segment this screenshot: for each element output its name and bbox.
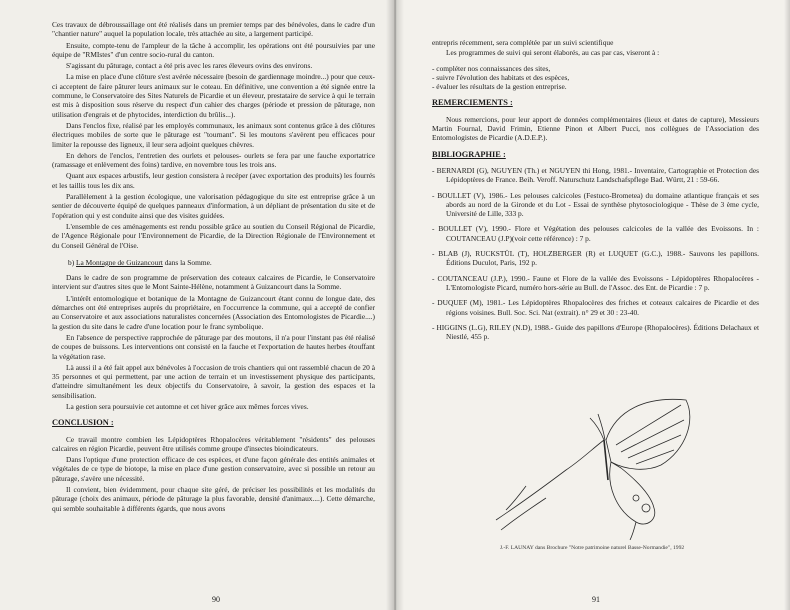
bibliography-entry: - HIGGINS (L.G), RILEY (N.D), 1988.- Guide des papillons d'Europe (Rhopalocères). Éditions Delachaux et Niestlé, 455 p. [432,322,759,342]
paragraph: Ensuite, compte-tenu de l'ampleur de la tâche à accomplir, les opérations ont été poursuivies par une équipe de "RMIstes" d'un centre socio-rural du canton. [52,40,375,59]
paragraph: La gestion sera poursuivie cet automne et cet hiver grâce aux mêmes forces vives. [66,401,309,411]
paragraph: En l'absence de perspective rapprochée de pâturage par des moutons, il n'a pour l'instant pas été réalisé de coupes de buissons. Les interventions ont consisté en la fauche et l'exportation de hautes herbes étouffant la végétation rase. [52,332,375,361]
subheading-prefix: b) [68,257,75,267]
list-item: - évaluer les résultats de la gestion entreprise. [432,82,567,92]
thanks-heading: REMERCIEMENTS : [432,98,513,108]
paragraph: Dans l'enclos fixe, réalisé par les employés communaux, les animaux sont contenus grâce à des clôtures électriques mobiles de sorte que le pâturage est "tournant". Si les moutons s'avèrent peu efficaces pour limiter la repousse des ligneux, il leur sera adjoint quelques chèvres. [52,120,375,149]
objectives-list [432,64,759,92]
paragraph: Ce travail montre combien les Lépidoptères Rhopalocères véritablement "résidents" des pelouses calcaires en région Picardie, peuvent être utilisés comme groupe d'insectes bioindicateurs. [52,434,375,453]
paragraph: Dans l'optique d'une protection efficace de ces espèces, et d'une façon générale des entités animales et végétales de ce type de biotope, la mise en place d'une gestion conservatoire, avec si possible un retour au pâturage, s'avère une nécessité. [52,455,375,483]
bibliography-list [432,166,759,341]
book-gutter-shadow [386,0,404,610]
bibliography-entry: - DUQUEF (M), 1981.- Les Lépidoptères Rhopalocères des friches et coteaux calcaires de Picardie et des régions voisines. Bull. Soc. Sci. Nat (extrait). n° 29 et 30 : 23-40. [432,298,759,317]
right-page [396,0,790,610]
paragraph: La mise en place d'une clôture s'est avérée nécessaire (besoin de gardiennage moindre...) pour que ceux-ci acceptent de faire pâturer leurs animaux sur le coteau. En définitive, une convention a été signée entre la commune, le Conservatoire des Sites Naturels de Picardie et un éleveur, prestataire de service à qui le terrain est mis à disposition sous réserve du respect d'un cahier des charges (période et pression de pâturage, non utilisation d'engrais et de phytocides, interdiction du brûlis...). [52,72,375,119]
subheading-suffix: dans la Somme. [164,257,212,267]
paragraph: Là aussi il a été fait appel aux bénévoles à l'occasion de trois chantiers qui ont rassemblé chacun de 20 à 35 personnes et qui permettent, par une action de terrain et un investissement physique des participants, d'atteindre simultanément les deux objectifs du Conservatoire, à savoir, la gestion des espaces et la sensibilisation. [52,362,375,400]
bibliography-entry: - BOULLET (V), 1990.- Flore et Végétation des pelouses calcicoles de la vallée des Evoissons. In : COUTANCEAU (J.P)(voir cette référence) : 7 p. [432,224,759,243]
page-number: 91 [592,594,600,604]
paragraph: Il convient, bien évidemment, pour chaque site géré, de préciser les possibilités et les modalités du pâturage (choix des animaux, période de pâturage la plus favorable, densité d'animaux....). Cette démarche, qui semble souhaitable à différents égards, que nous avons [52,485,375,513]
conclusion-heading: CONCLUSION : [52,418,114,428]
intro-block [432,38,759,58]
paragraph: L'ensemble de ces aménagements est rendu possible grâce au soutien du Conseil Régional de Picardie, de l'Agence Régionale pour l'Environnement de Picardie, de la Direction Régionale de l'Environnement et du Conseil Général de l'Oise. [52,221,375,250]
bibliography-entry: - BLAB (J), RUCKSTÜL (T), HOLZBERGER (R) et LUQUET (G.C.), 1988.- Sauvons les papillons. Éditions Duculot, Paris, 192 p. [432,249,759,268]
list-item: - suivre l'évolution des habitats et des espèces, [432,72,570,82]
paragraph: Les programmes de suivi qui seront élaborés, au cas par cas, viseront à : [446,48,660,58]
paragraph: Quant aux espaces arbustifs, leur gestion consistera à recéper (avec exportation des produits) les fourrés et les taillis tous les dix ans. [52,171,375,190]
paragraph: Parallèlement à la gestion écologique, une valorisation pédagogique du site est entreprise grâce à un sentier de découverte équipé de quelques panneaux d'information, à un dépliant de présentation du site et de l'opération qui y est conduite ainsi que des visites guidées. [52,192,375,220]
page-number: 90 [212,594,220,604]
right-text-column [432,38,759,347]
paragraph: Ces travaux de débroussaillage ont été réalisés dans un premier temps par des bénévoles, dans le cadre d'un "chantier nature" auquel la population locale, très attachée au site, a largement participé. [52,20,375,39]
bibliography-entry: - COUTANCEAU (J.P.), 1990.- Faune et Flore de la vallée des Evoissons - Lépidoptères Rhopalocères - L'Entomologiste Picard, numéro hors-série au Bull. de l'Assoc. des Ent. de Picardie : 7 p. [432,273,759,292]
section-subheading [68,258,375,267]
list-item: - compléter nos connaissances des sites, [432,63,551,73]
page-edge-shadow [784,0,790,610]
bibliography-entry: - BOULLET (V), 1986.- Les pelouses calcicoles (Festuco-Brometea) du domaine atlantique français et ses abords au nord de la Gironde et du Lot - Essai de synthèse phytosociologique - Thèse de 3 ème cycle, Université de Lille, 333 p. [432,190,759,219]
swallowtail-butterfly-illustration [486,390,716,540]
paragraph: S'agissant du pâturage, contact a été pris avec les rares éleveurs ovins des environs. [66,61,313,71]
left-text-column [52,20,375,515]
subheading-title: La Montagne de Guizancourt [76,257,163,267]
left-page [0,0,394,610]
paragraph: L'intérêt entomologique et botanique de la Montagne de Guizancourt étant connu de longue date, des démarches ont été entreprises auprès du propriétaire, en l'occurrence la commune, qui a accepté de confier au Conservatoire et aux associations naturalistes concernées (Association des Entomologistes de Picardie....) la gestion du site dans le cadre d'une location pour le franc symbolique. [52,293,375,331]
bibliography-entry: - BERNARDI (G), NGUYEN (Th.) et NGUYEN thi Hong, 1981.- Inventaire, Cartographie et Protection des Lépidoptères de France. Beih. Veroff. Naturschutz Landschafspflege Bad. Württ, 21 : 59-66. [432,165,759,185]
thanks-paragraph: Nous remercions, pour leur apport de données complémentaires (lieux et dates de capture), Messieurs Martin Fournal, David Frimin, Etienne Pinon et Albert Pucci, nos collègues de l'Association des Entomologistes de Picardie (A.D.E.P.). [432,114,759,143]
bibliography-heading: BIBLIOGRAPHIE : [432,149,506,159]
paragraph: Dans le cadre de son programme de préservation des coteaux calcaires de Picardie, le Conservatoire intervient sur d'autres sites que le Mont Sainte-Hélène, notamment à Guizancourt dans la Somme. [52,273,375,292]
paragraph: entrepris récemment, sera complétée par un suivi scientifique [432,38,614,47]
paragraph: En dehors de l'enclos, l'entretien des ourlets et pelouses- ourlets se fera par une fauche exportatrice (ramassage et enlèvement des foins) tardive, en novembre tous les trois ans. [52,150,375,170]
illustration-caption: J.-F. LAUNAY dans Brochure "Notre patrimoine naturel Basse-Normandie", 1992 [499,545,685,551]
